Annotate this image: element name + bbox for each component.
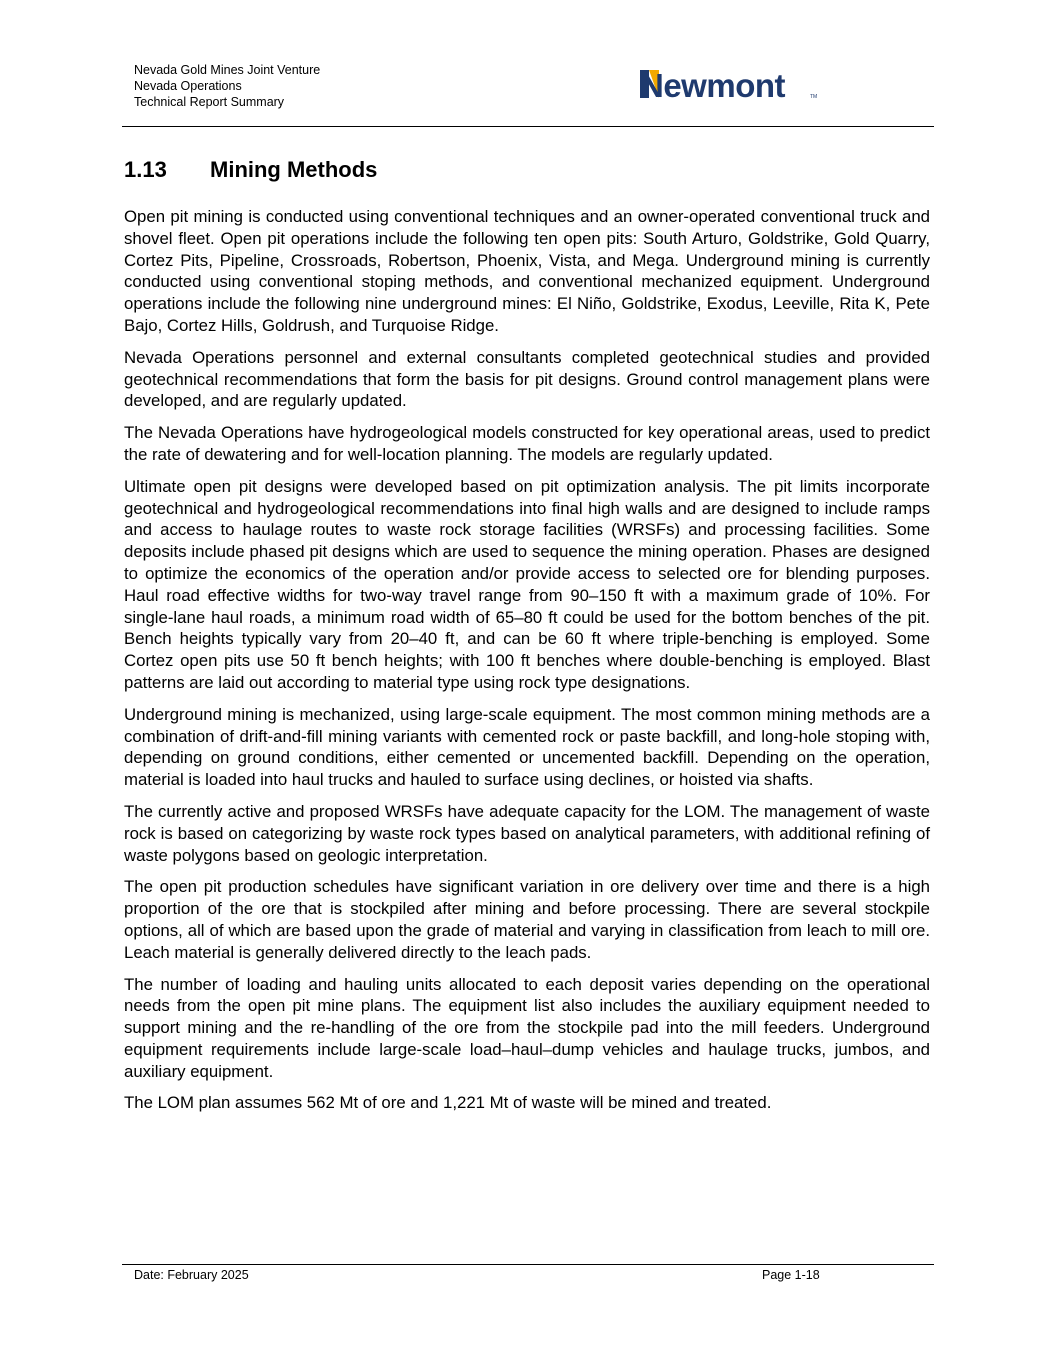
paragraph: The currently active and proposed WRSFs have adequate capacity for the LOM. The management of waste rock is based on categorizing by waste rock types based on analytical parameters, with additional refining of waste polygons based on geologic interpretation. [124,801,930,865]
newmont-logo [640,66,820,102]
body-text [124,206,930,1124]
paragraph: The number of loading and hauling units allocated to each deposit varies depending on the operational needs from the open pit mine plans. The equipment list also includes the auxiliary equipment needed to support mining and the re-handling of the ore from the stockpile pad into the mill feeders. Underground equipment requirements include large-scale load–haul–dump vehicles and haulage trucks, jumbos, and auxiliary equipment. [124,974,930,1081]
header-rule [122,126,934,127]
paragraph: Open pit mining is conducted using conventional techniques and an owner-operated conventional truck and shovel fleet. Open pit operations include the following ten open pits: South Arturo, Goldstrike, Gold Quarry, Cortez Pits, Pipeline, Crossroads, Robertson, Phoenix, Vista, and Mega. Underground mining is currently conducted using conventional stoping methods, and conventional mechanized equipment. Underground operations include the following nine underground mines: El Niño, Goldstrike, Exodus, Leeville, Rita K, Pete Bajo, Cortez Hills, Goldrush, and Turquoise Ridge. [124,207,930,335]
header-operations: Nevada Operations [134,79,242,93]
document-header [134,62,320,110]
paragraph: Nevada Operations personnel and external consultants completed geotechnical studies and provided geotechnical recommendations that form the basis for pit designs. Ground control management plans were developed, and are regularly updated. [124,347,930,411]
paragraph: The open pit production schedules have significant variation in ore delivery over time and there is a high proportion of the ore that is stockpiled after mining and before processing. There are several stockpile options, all of which are based upon the grade of material and varying in classification from leach to mill ore. Leach material is generally delivered directly to the leach pads. [124,877,930,962]
section-number: 1.13 [124,157,167,182]
section-heading [124,157,377,183]
section-title: Mining Methods [210,157,378,182]
footer-rule [122,1264,934,1265]
header-company: Nevada Gold Mines Joint Venture [134,63,321,77]
paragraph: Underground mining is mechanized, using large-scale equipment. The most common mining methods are a combination of drift-and-fill mining variants with cemented rock or paste backfill, and long-hole stoping with, depending on ground conditions, either cemented or uncemented backfill. Depending on the operation, material is loaded into haul trucks and hauled to surface using declines, or hoisted via shafts. [124,704,930,790]
logo-trademark: TM [810,94,818,100]
footer-date: Date: February 2025 [134,1268,249,1282]
header-report-type: Technical Report Summary [134,95,285,109]
paragraph: The Nevada Operations have hydrogeological models constructed for key operational areas, used to predict the rate of dewatering and for well-location planning. The models are regularly updated. [124,423,930,464]
footer-page-number: Page 1-18 [762,1268,820,1282]
paragraph: Ultimate open pit designs were developed based on pit optimization analysis. The pit limits incorporate geotechnical and hydrogeological recommendations into final high walls and are designed to include ramps and access to haulage routes to waste rock storage facilities (WRSFs) and processing facilities. Some deposits include phased pit designs which are used to sequence the mining operation. Phases are designed to optimize the economics of the operation and/or provide access to selected ore for blending purposes. Haul road effective widths for two-way travel range from 90–150 ft with a maximum grade of 10%. For single-lane haul roads, a minimum road width of 65–80 ft could be used for the bottom benches of the pit. Bench heights typically vary from 20–40 ft, and can be 60 ft where triple-benching is employed. Some Cortez open pits use 50 ft bench heights; with 100 ft benches where double-benching is employed. Blast patterns are laid out according to material type using rock type designations. [124,476,930,692]
logo-wordmark: Newmont [640,67,785,102]
paragraph: The LOM plan assumes 562 Mt of ore and 1,221 Mt of waste will be mined and treated. [124,1093,772,1113]
